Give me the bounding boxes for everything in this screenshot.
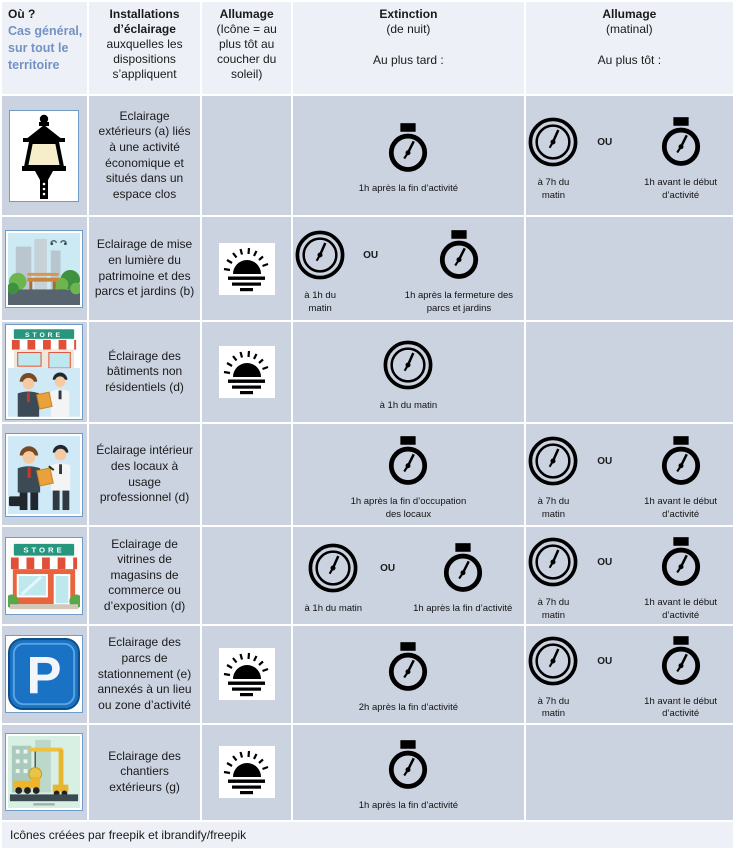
allumage-cell [202,424,291,525]
time-indicator [630,436,731,521]
clock-icon [528,436,578,491]
time-label: à 7h du matin [537,696,570,720]
header-allumage-matinal [526,2,733,94]
time-label: à 7h du matin [537,597,570,621]
table-row [2,424,733,525]
clock-icon [528,537,578,592]
or-label: OU [380,563,396,575]
header-allumage-matinal-note: Au plus tôt : [597,53,662,67]
or-label: OU [597,137,613,149]
extinction-cell [293,217,524,320]
time-label: à 7h du matin [537,177,570,201]
extinction-cell [293,527,524,624]
allumage-cell [202,725,291,820]
category-description: Éclairage des bâtiments non résidentiels (d) [89,322,200,422]
extinction-cell [293,96,524,215]
header-where-subtitle: Cas général, sur tout le territoire [8,24,83,72]
or-label: OU [597,557,613,569]
allumage-matinal-cell [526,527,733,624]
time-indicator [528,537,580,622]
time-indicator [295,230,345,315]
header-allumage-subtitle: (Icône = au plus tôt au coucher du soleil) [216,22,277,81]
allumage-matinal-cell [526,217,733,320]
header-allumage-matinal-subtitle: (matinal) [606,22,653,36]
header-extinction-subtitle: (de nuit) [386,22,431,36]
header-installations [89,2,200,94]
sunset-icon [219,746,275,798]
stopwatch-icon [442,543,484,598]
time-label: 1h avant le début d’activité [644,177,718,201]
stopwatch-icon [387,642,429,697]
header-where-title: Où ? [8,7,36,21]
header-row [2,2,733,94]
parking-sign-icon [5,635,83,713]
category-description: Eclairage de mise en lumière du patrimoine et des parcs et jardins (b) [89,217,200,320]
time-rule [295,222,522,315]
time-indicator [304,543,362,615]
table-row [2,626,733,723]
header-extinction-title: Extinction [379,7,438,21]
time-indicator [413,543,512,615]
category-icon-cell [2,527,87,624]
sunset-icon [219,648,275,700]
table-row [2,322,733,422]
category-description: Eclairage des chantiers extérieurs (g) [89,725,200,820]
allumage-cell [202,527,291,624]
street-lamp-icon [9,110,79,202]
time-rule [295,428,522,521]
time-rule [295,332,522,412]
table-body [2,96,733,820]
extinction-cell [293,424,524,525]
category-icon-cell [2,322,87,422]
time-label: 1h avant le début d’activité [644,597,718,621]
time-indicator [359,740,458,812]
sunset-icon [219,346,275,398]
category-icon-cell [2,626,87,723]
stopwatch-icon [660,537,702,592]
time-indicator [380,340,438,412]
allumage-matinal-cell [526,626,733,723]
category-description: Éclairage intérieur des locaux à usage professionnel (d) [89,424,200,525]
allumage-matinal-cell [526,96,733,215]
storefront-icon [5,537,83,615]
header-allumage-title: Allumage [219,7,274,21]
extinction-cell [293,322,524,422]
allumage-cell [202,217,291,320]
clock-icon [528,117,578,172]
allumage-cell [202,626,291,723]
clock-icon [295,230,345,285]
category-description: Eclairage de vitrines de magasins de commerce ou d’exposition (d) [89,527,200,624]
category-icon-cell [2,424,87,525]
clock-icon [528,636,578,691]
time-label: 1h avant le début d’activité [644,496,718,520]
time-rule [295,535,522,615]
time-indicator [528,436,580,521]
header-installations-subtitle: auxquelles les dispositions s’appliquent [106,37,183,81]
allumage-matinal-cell [526,322,733,422]
time-indicator [630,636,731,721]
time-rule [528,529,731,622]
stopwatch-icon [438,230,480,285]
or-label: OU [597,656,613,667]
svg-text:STORE: STORE [25,331,64,339]
header-allumage-matinal-title: Allumage [602,7,657,21]
category-icon-cell [2,725,87,820]
svg-text:P: P [26,646,62,706]
time-rule [528,628,731,721]
time-rule [528,109,731,202]
time-rule [295,732,522,812]
or-label: OU [363,250,379,262]
time-label: à 1h du matin [379,399,438,411]
stopwatch-icon [660,436,702,491]
extinction-cell [293,725,524,820]
time-label: à 1h du matin [304,290,336,314]
business-meeting-icon [5,433,83,517]
time-indicator [359,642,458,714]
time-rule [295,115,522,195]
stopwatch-icon [387,436,429,491]
stopwatch-icon [660,117,702,172]
time-label: 1h après la fermeture des parcs et jardins [404,290,514,314]
store-and-handshake-icon [5,324,83,420]
header-installations-title: Installations d’éclairage [109,7,180,36]
category-description: Eclairage extérieurs (a) liés à une activité économique et situés dans un espace clos [89,96,200,215]
table-row [2,96,733,215]
time-indicator [528,117,580,202]
stopwatch-icon [660,636,702,691]
clock-icon [383,340,433,395]
time-label: 1h après la fin d’activité [358,800,459,812]
time-indicator [342,436,474,521]
time-indicator [528,636,580,721]
stopwatch-icon [387,123,429,178]
header-where [2,2,87,94]
category-icon-cell [2,217,87,320]
clock-icon [308,543,358,598]
sunset-icon [219,243,275,295]
header-extinction [293,2,524,94]
header-allumage [202,2,291,94]
time-label: 1h après la fin d’activité [358,183,459,195]
allumage-matinal-cell [526,725,733,820]
time-indicator [396,230,522,315]
svg-text:STORE: STORE [23,545,66,555]
allumage-cell [202,96,291,215]
time-label: à 7h du matin [537,496,570,520]
extinction-cell [293,626,524,723]
time-indicator [630,537,731,622]
park-scene-icon [5,230,83,308]
time-label: 1h après la fin d’occupation des locaux [350,496,467,520]
time-indicator [359,123,458,195]
table-row [2,527,733,624]
category-description: Eclairage des parcs de stationnement (e) annexés à un lieu ou zone d’activité [89,626,200,723]
time-label: 2h après la fin d’activité [358,702,459,714]
table-row [2,725,733,820]
stopwatch-icon [387,740,429,795]
time-rule [528,428,731,521]
category-icon-cell [2,96,87,215]
time-label: 1h après la fin d’activité [413,603,513,615]
table-row [2,217,733,320]
footer-credit: Icônes créées par freepik et ibrandify/freepik [2,822,733,848]
allumage-matinal-cell [526,424,733,525]
time-label: 1h avant le début d’activité [644,696,718,720]
construction-site-icon [5,733,83,811]
allumage-cell [202,322,291,422]
or-label: OU [597,456,613,468]
time-rule [295,634,522,714]
header-extinction-note: Au plus tard : [373,53,444,67]
time-label: à 1h du matin [304,603,363,615]
time-indicator [630,117,731,202]
